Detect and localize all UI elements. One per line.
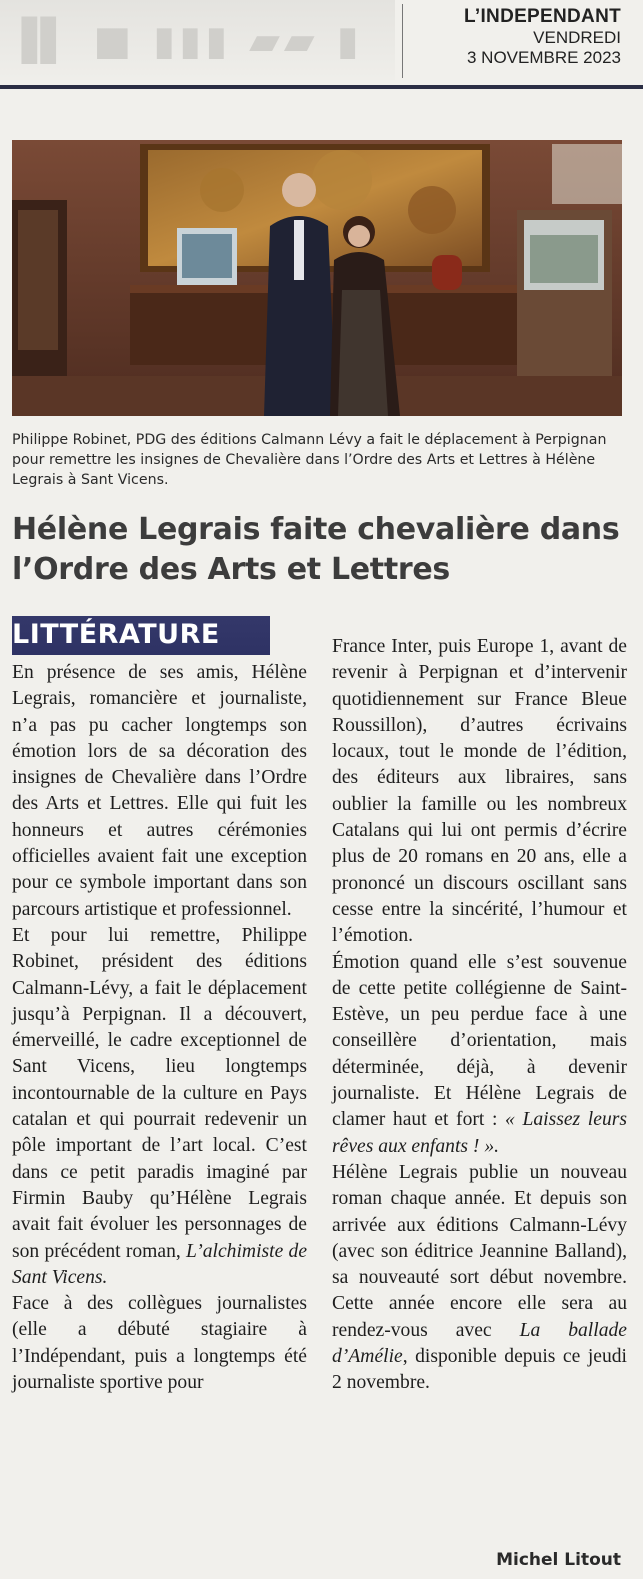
article-photo (12, 140, 622, 416)
bleed-through-graphic: ▐▌ ■ ▮▮▮ ▰▰ ▮ (6, 18, 363, 64)
paragraph-text: , disponible depuis ce jeudi 2 novembre. (332, 1346, 627, 1394)
article-column-2 (332, 634, 627, 1397)
paragraph-text: Émotion quand elle s’est souvenue de cette petite collégienne de Saint-Estève, un peu perdue face à une conseillère d’orientation, mais déterminée, déjà, à devenir journaliste. Et Hélène Legrais de clamer haut et fort : (332, 951, 627, 1131)
masthead-divider (402, 4, 403, 78)
paragraph: En présence de ses amis, Hélène Legrais, romancière et journaliste, n’a pas pu cacher longtemps son émotion lors de sa décoration des insignes de Chevalière dans l’Ordre des Arts et Lettres. Elle qui fuit les honneurs et autres cérémonies officielles avaient fait une exception pour ce symbole important dans son parcours artistique et professionnel. (12, 662, 307, 920)
paragraph-text: Hélène Legrais publie un nouveau roman chaque année. Et depuis son arrivée aux éditions Calmann-Lévy (avec son éditrice Jeannine Balland), sa nouveauté sort début novembre. Cette année encore elle sera au rendez-vous avec (332, 1161, 627, 1341)
book-title: L’alchimiste de Sant Vicens. (12, 1240, 308, 1288)
quote: « Laissez leurs rêves aux enfants ! ». (332, 1109, 627, 1157)
masthead-rule (0, 85, 643, 89)
paragraph (332, 950, 627, 1160)
newspaper-name: L’INDEPENDANT (464, 6, 621, 27)
article-headline: Hélène Legrais faite chevalière dans l’Ordre des Arts et Lettres (12, 512, 620, 587)
paragraph: France Inter, puis Europe 1, avant de revenir à Perpignan et d’intervenir quotidiennement sur France Bleue Roussillon), d’autres écrivains locaux, tout le monde de l’édition, des éditeurs aux libraires, sans oublier la famille ou les nombreux Catalans qui lui ont permis d’écrire plus de 20 romans en 20 ans, elle a prononcé un discours oscillant sans cesse entre la sincérité, l’humour et l’émotion. (332, 636, 627, 947)
paragraph (12, 923, 307, 1291)
masthead (464, 6, 621, 68)
paragraph (332, 1160, 627, 1397)
masthead-bleed-through (0, 0, 395, 80)
publication-day: VENDREDI (533, 28, 621, 47)
article-column-1 (12, 660, 307, 1396)
photo-caption: Philippe Robinet, PDG des éditions Calmann Lévy a fait le déplacement à Perpignan pour remettre les insignes de Chevalière dans l’Ordre des Arts et Lettres à Hélène Legrais à Sant Vicens. (12, 432, 607, 488)
book-title: La ballade d’Amélie (332, 1319, 627, 1368)
rubric-label: LITTÉRATURE (12, 619, 220, 650)
photo-illustration (12, 140, 622, 416)
author-signature: Michel Litout (496, 1550, 621, 1570)
paragraph: Face à des collègues journalistes (elle a débuté stagiaire à l’Indépendant, puis a longtemps été journaliste sportive pour (12, 1293, 307, 1394)
paragraph-text: Et pour lui remettre, Philippe Robinet, président des éditions Calmann-Lévy, a fait le déplacement jusqu’à Perpignan. Il a découvert, émerveillé, le cadre exceptionnel de Sant Vicens, lieu longtemps incontournable de la culture en Pays catalan et qui pourrait redevenir un pôle important de l’art local. C’est dans ce petit paradis imaginé par Firmin Bauby qu’Hélène Legrais avait fait évoluer les personnages de son précédent roman, (12, 924, 307, 1262)
publication-date: 3 NOVEMBRE 2023 (466, 48, 621, 67)
